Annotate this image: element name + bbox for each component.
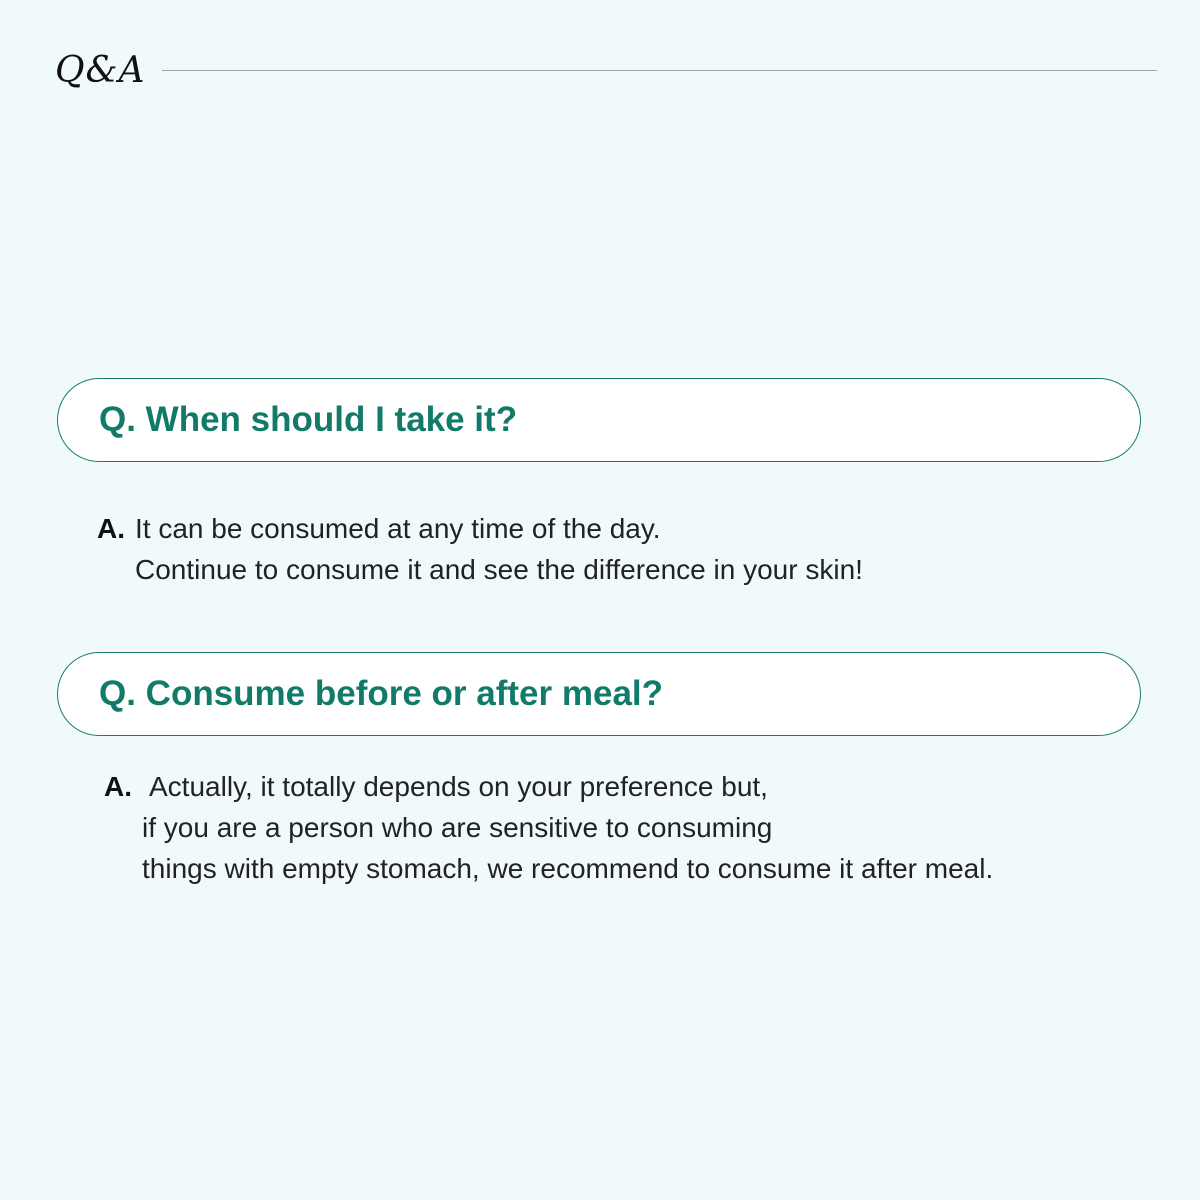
answer-block-2	[104, 766, 993, 889]
question-card-2	[57, 652, 1141, 736]
answer-line: if you are a person who are sensitive to consuming	[142, 812, 773, 843]
answer-line: things with empty stomach, we recommend to consume it after meal.	[142, 853, 994, 884]
question-text: Q. Consume before or after meal?	[99, 674, 664, 713]
answer-line: It can be consumed at any time of the day.	[135, 513, 661, 544]
page-header	[55, 40, 1157, 100]
answer-prefix: A.	[104, 771, 132, 802]
answer-line: Continue to consume it and see the difference in your skin!	[135, 554, 863, 585]
question-card-1	[57, 378, 1141, 462]
answer-line: Actually, it totally depends on your preference but,	[149, 771, 768, 802]
question-text: Q. When should I take it?	[99, 400, 518, 439]
page-title: Q&A	[55, 49, 146, 91]
answer-block-1	[97, 508, 863, 590]
header-divider	[162, 70, 1157, 71]
answer-prefix: A.	[97, 513, 125, 544]
